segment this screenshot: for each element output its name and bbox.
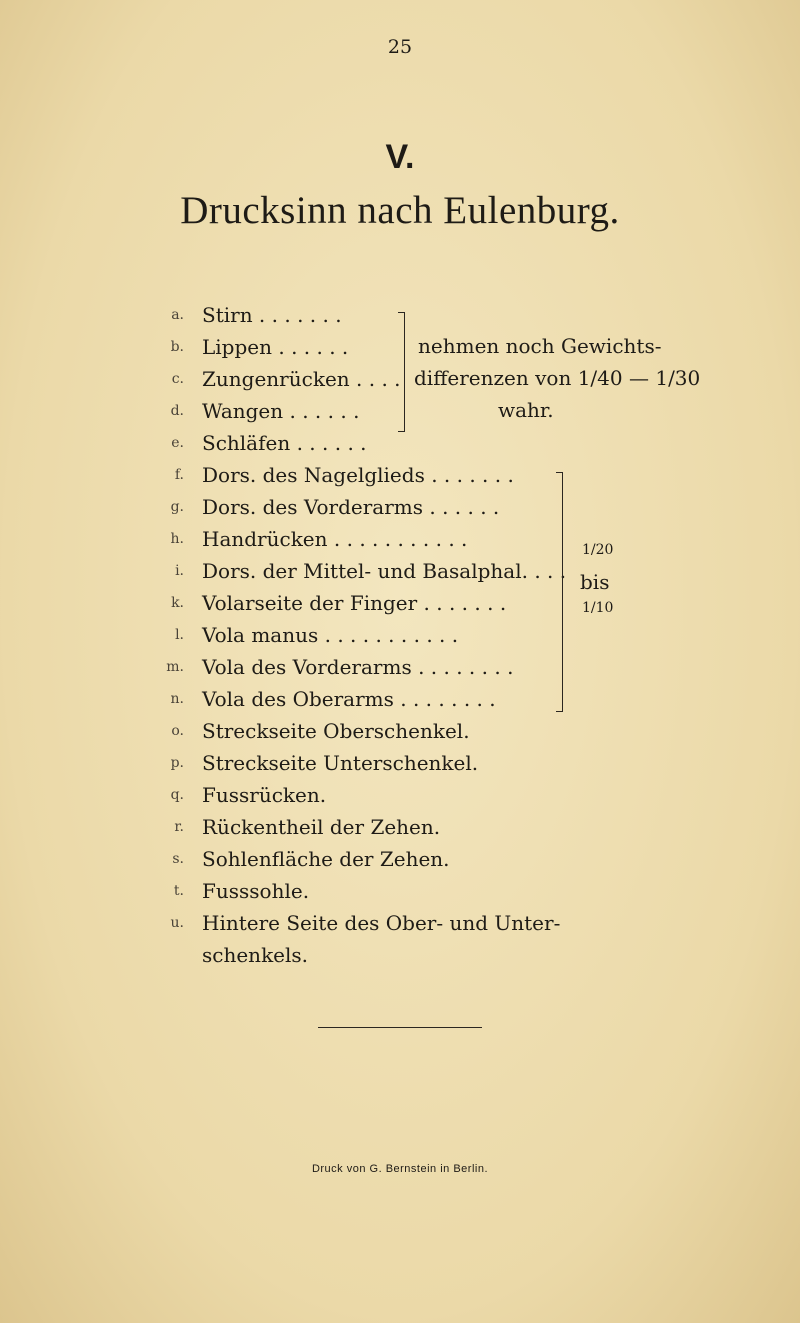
page-number: 25: [387, 36, 413, 58]
closing-rule: [318, 1027, 482, 1028]
section-numeral: V.: [385, 138, 415, 176]
range-upper-fraction: 1/20: [582, 542, 614, 558]
entry-letter: h.: [170, 531, 184, 547]
entry-text: Vola manus . . . . . . . . . . .: [202, 623, 459, 647]
entry-letter: o.: [171, 723, 184, 739]
entry-letter: r.: [174, 819, 184, 835]
entry-text: Zungenrücken . . . .: [202, 367, 401, 391]
entry-letter: a.: [171, 307, 184, 323]
entry-letter: t.: [173, 883, 184, 899]
group-1-note-line-1: nehmen noch Gewichts-: [418, 334, 662, 358]
entry-letter: l.: [175, 627, 184, 643]
entry-letter: u.: [170, 915, 184, 931]
entry-text: Handrücken . . . . . . . . . . .: [202, 527, 468, 551]
entry-text: Fusssohle.: [202, 879, 310, 903]
entry-letter: e.: [171, 435, 184, 451]
entry-text: schenkels.: [202, 943, 309, 967]
entry-letter: b.: [170, 339, 184, 355]
entry-text: Wangen . . . . . .: [202, 399, 360, 423]
entry-letter: d.: [170, 403, 184, 419]
group-1-brace: [398, 312, 405, 432]
entry-text: Hintere Seite des Ober- und Unter-: [202, 911, 561, 935]
entry-letter: f.: [174, 467, 184, 483]
entry-letter: s.: [172, 851, 184, 867]
group-1-note-line-2: differenzen von 1/40 — 1/30: [414, 366, 701, 390]
entry-text: Volarseite der Finger . . . . . . .: [202, 591, 507, 615]
entry-letter: k.: [171, 595, 184, 611]
entry-text: Dors. des Nagelglieds . . . . . . .: [202, 463, 514, 487]
entry-letter: n.: [170, 691, 184, 707]
entry-letter: m.: [166, 659, 184, 675]
entry-text: Stirn . . . . . . .: [202, 303, 342, 327]
entry-text: Dors. des Vorderarms . . . . . .: [202, 495, 500, 519]
entry-letter: p.: [170, 755, 184, 771]
entry-text: Schläfen . . . . . .: [202, 431, 367, 455]
page-title: Drucksinn nach Eulenburg.: [180, 189, 620, 232]
entry-text: Vola des Vorderarms . . . . . . . .: [202, 655, 514, 679]
group-2-brace: [556, 472, 563, 712]
printer-imprint: Druck von G. Bernstein in Berlin.: [311, 1163, 489, 1175]
entry-text: Dors. der Mittel- und Basalphal. . . .: [202, 559, 567, 583]
entry-text: Streckseite Unterschenkel.: [202, 751, 479, 775]
range-bis-word: bis: [580, 570, 610, 594]
range-lower-fraction: 1/10: [582, 600, 614, 616]
entry-letter: c.: [171, 371, 184, 387]
group-1-note-line-3: wahr.: [498, 398, 554, 422]
entry-text: Streckseite Oberschenkel.: [202, 719, 470, 743]
entry-letter: g.: [170, 499, 184, 515]
entry-letter: i.: [175, 563, 184, 579]
entry-text: Fussrücken.: [202, 783, 327, 807]
entry-text: Rückentheil der Zehen.: [202, 815, 441, 839]
entry-text: Vola des Oberarms . . . . . . . .: [202, 687, 496, 711]
entry-letter: q.: [170, 787, 184, 803]
entry-text: Sohlenfläche der Zehen.: [202, 847, 450, 871]
entry-text: Lippen . . . . . .: [202, 335, 349, 359]
